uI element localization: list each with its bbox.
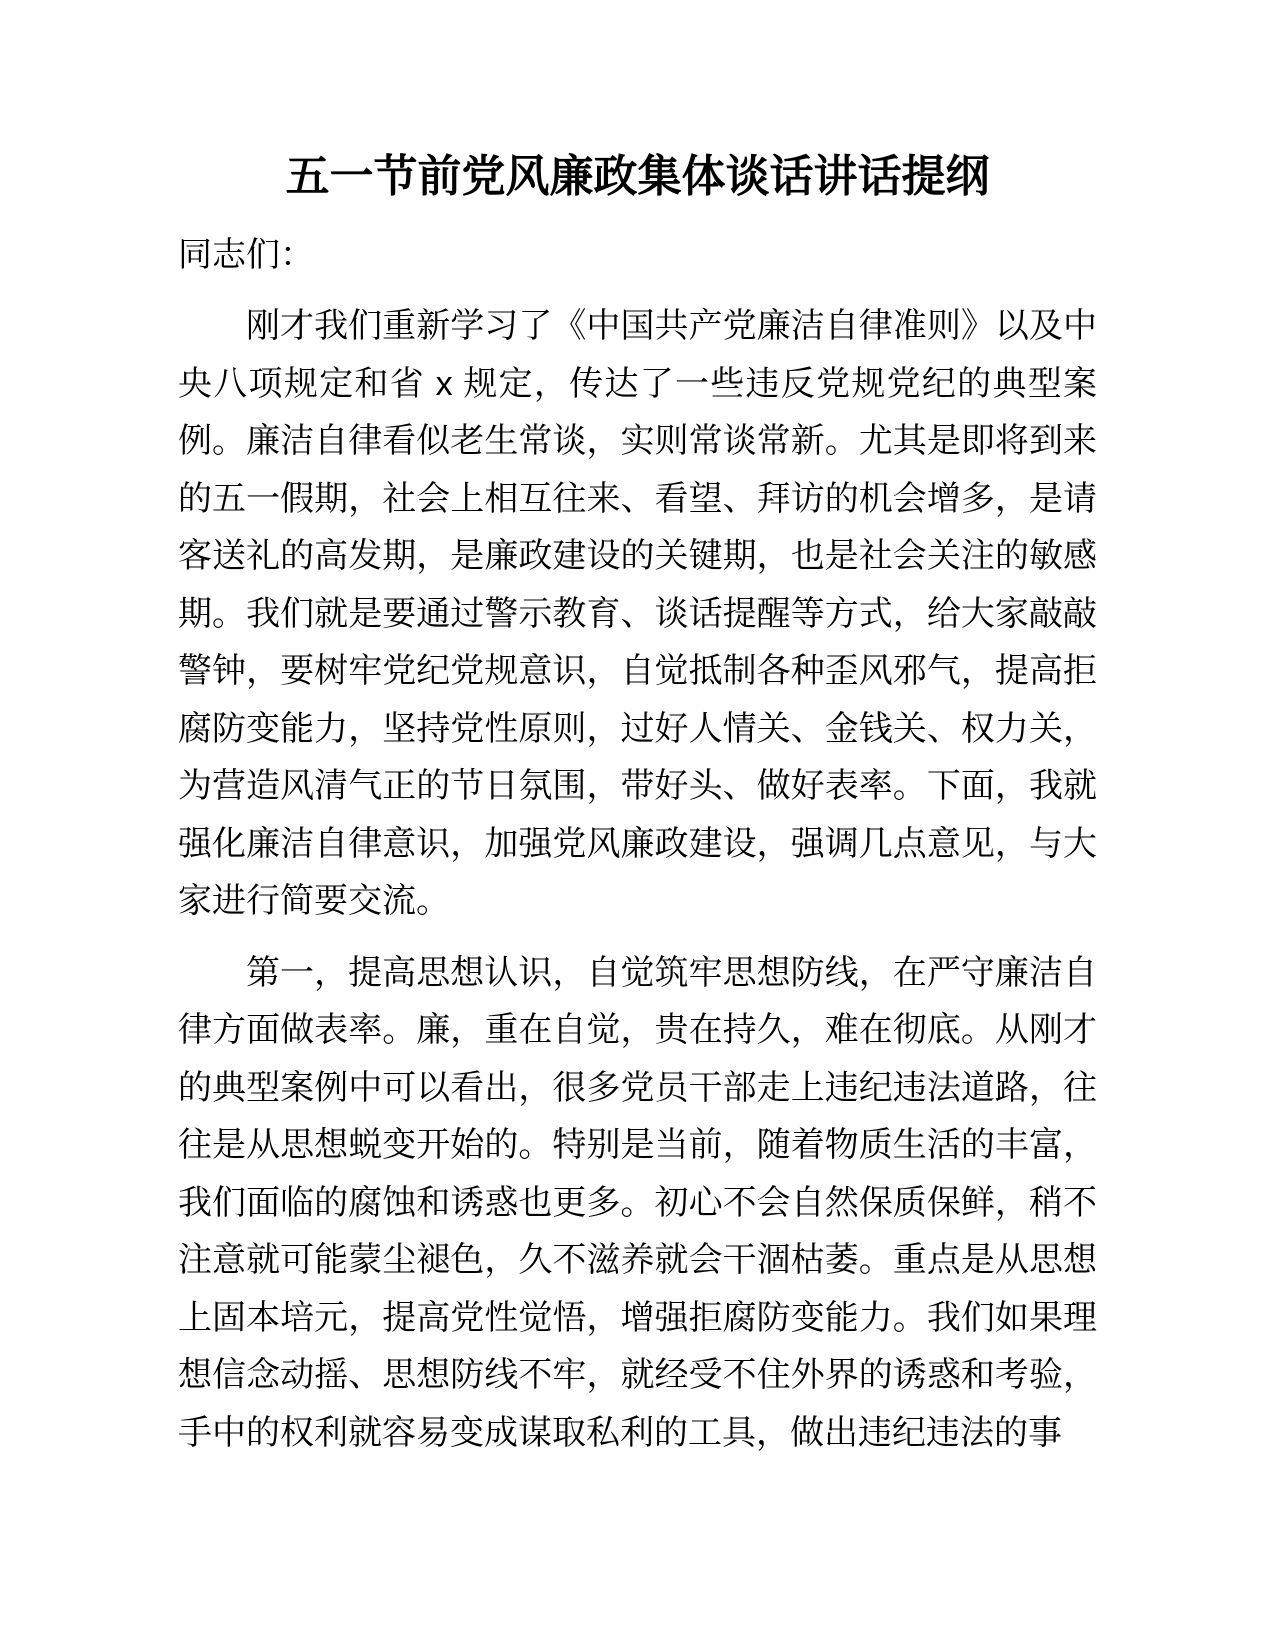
salutation: 同志们： [178,236,314,274]
document-title: 五一节前党风廉政集体谈话讲话提纲 [285,152,990,201]
paragraph-opening: 刚才我们重新学习了《中国共产党廉洁自律准则》以及中央八项规定和省 x 规定，传达了一些违反党规党纪的典型案例。廉洁自律看似老生常谈，实则常谈常新。尤其是即将到来的五一假期，社会上相互往来、看望、拜访的机会增多，是请客送礼的高发期，是廉政建设的关键期，也是社会关注的敏感期。我们就是要通过警示教育、谈话提醒等方式，给大家敲敲警钟，要树牢党纪党规意识，自觉抵制各种歪风邪气，提高拒腐防变能力，坚持党性原则，过好人情关、金钱关、权力关，为营造风清气正的节日氛围，带好头、做好表率。下面，我就强化廉洁自律意识，加强党风廉政建设，强调几点意见，与大家进行简要交流。 [178,307,1097,920]
paragraph-point-one: 第一，提高思想认识，自觉筑牢思想防线，在严守廉洁自律方面做表率。廉，重在自觉，贵在持久，难在彻底。从刚才的典型案例中可以看出，很多党员干部走上违纪违法道路，往往是从思想蜕变开始的。特别是当前，随着物质生活的丰富，我们面临的腐蚀和诱惑也更多。初心不会自然保质保鲜，稍不注意就可能蒙尘褪色，久不滋养就会干涸枯萎。重点是从思想上固本培元，提高党性觉悟，增强拒腐防变能力。我们如果理想信念动摇、思想防线不牢，就经受不住外界的诱惑和考验，手中的权利就容易变成谋取私利的工具，做出违纪违法的事 [178,953,1097,1452]
